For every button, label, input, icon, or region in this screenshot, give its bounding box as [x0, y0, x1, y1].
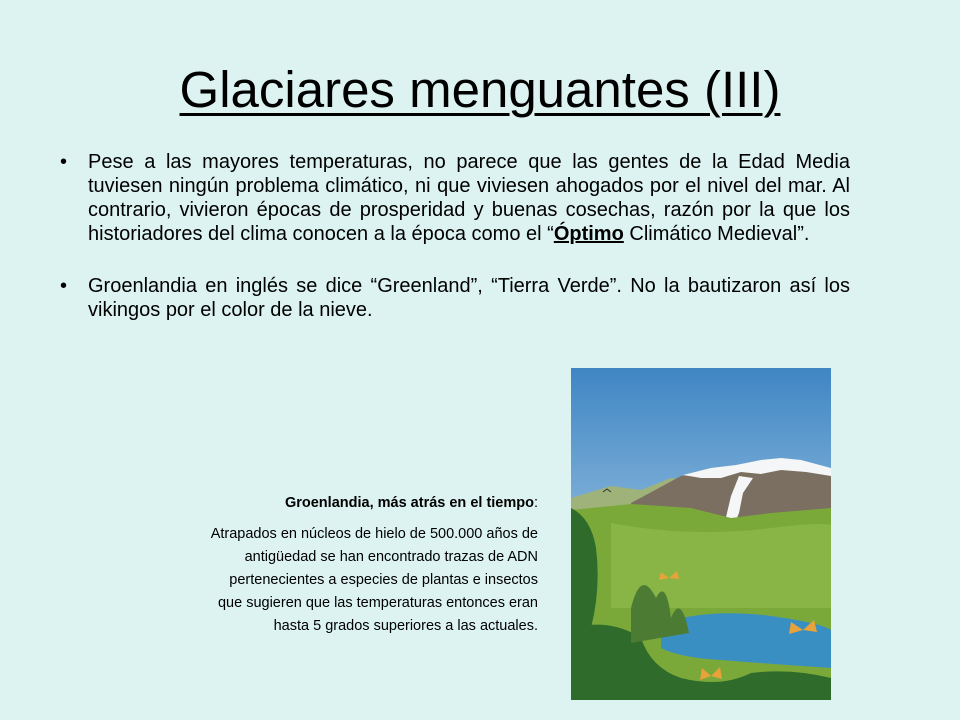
caption-heading-bold: Groenlandia, más atrás en el tiempo: [284, 495, 534, 511]
bullet-text-part-2: Climático Medieval”.: [623, 223, 810, 245]
bullet-emphasis-optimo: Óptimo: [553, 223, 624, 245]
bullet-item-medieval-optimum: [58, 150, 850, 246]
bullet-marker: •: [60, 151, 68, 173]
caption-heading-colon: :: [533, 495, 538, 511]
bullet-text: Groenlandia en inglés se dice “Greenland”, “Tierra Verde”. No la bautizaron así los vikingos por el color de la nieve.: [88, 275, 850, 321]
caption-body: Atrapados en núcleos de hielo de 500.000 años de antigüedad se han encontrado trazas de ADN pertenecientes a especies de plantas e insectos que sugieren que las temperaturas entonces eran hasta 5 grados superiores a las actuales.: [210, 526, 538, 634]
slide-title: [0, 54, 960, 126]
bullet-item-greenland: [58, 274, 850, 322]
slide-title-text: Glaciares menguantes (III): [179, 61, 781, 118]
bullet-list: [58, 150, 850, 322]
caption-heading: [203, 492, 538, 515]
bullet-marker: •: [60, 275, 68, 297]
image-caption: [203, 492, 538, 638]
greenland-landscape-illustration: [571, 368, 831, 700]
bullet-text-part-1: Pese a las mayores temperaturas, no parece que las gentes de la Edad Media tuviesen ningún problema climático, ni que viviesen ahogados por el nivel del mar. Al contrario, vivieron épocas de prosperidad y buenas cosechas, razón por la que los historiadores del clima conocen a la época como el “: [88, 151, 850, 245]
